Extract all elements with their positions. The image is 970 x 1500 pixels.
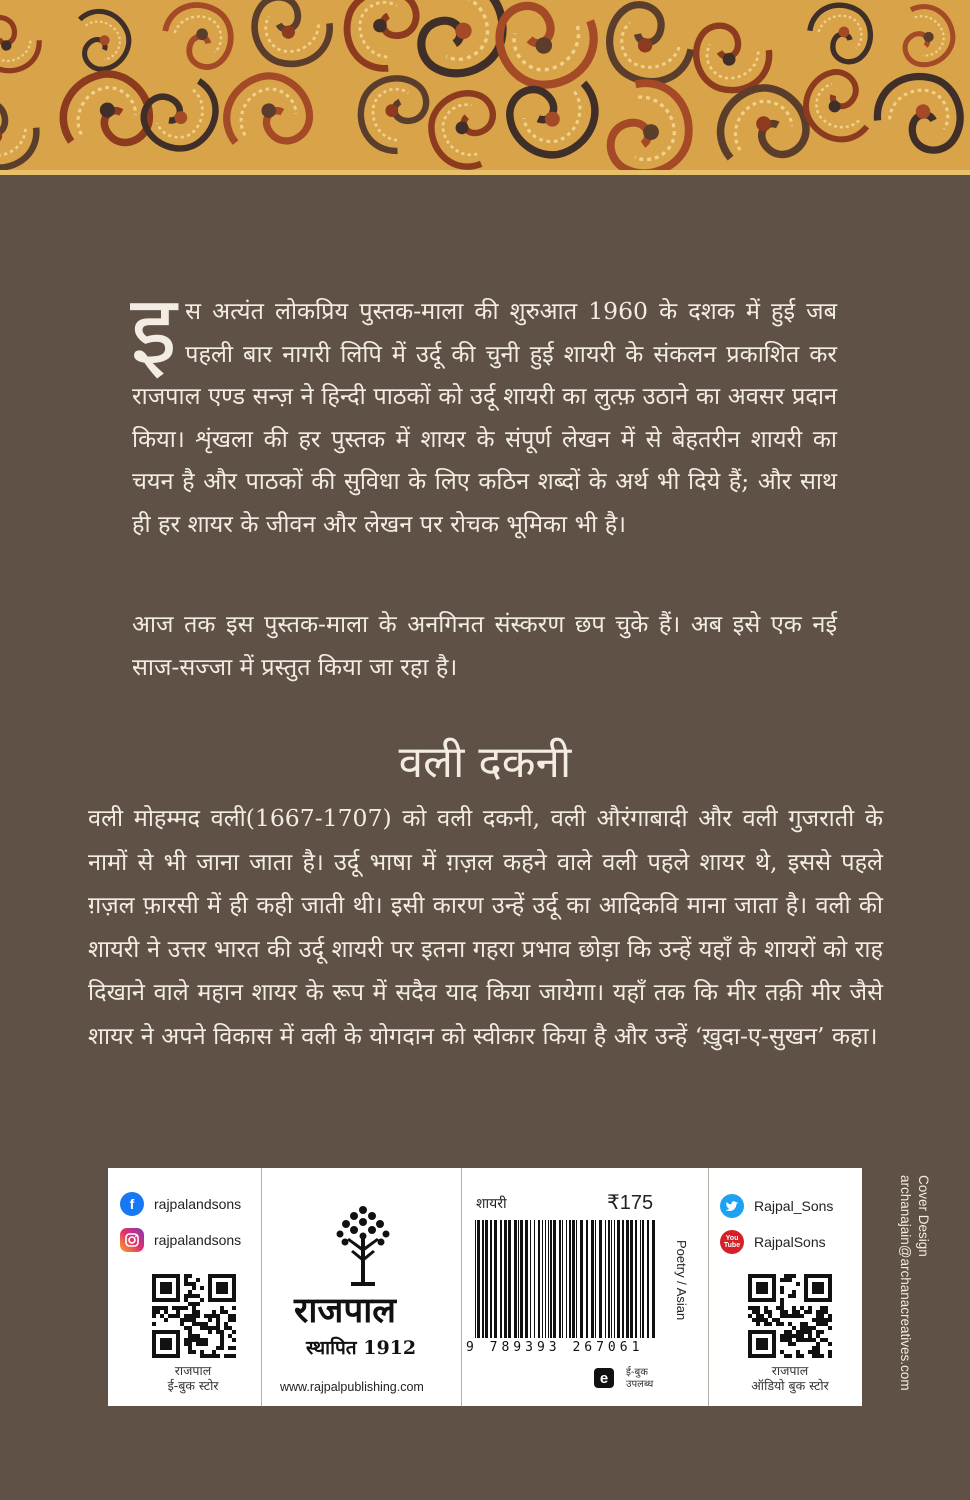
barcode-bar [525,1220,528,1338]
barcode-bar [622,1220,624,1338]
paisley-pattern-band [0,0,970,175]
barcode-bar [605,1220,606,1338]
barcode-bar [626,1220,629,1338]
cover-design-label: Cover Design [916,1175,931,1257]
barcode-bar [640,1220,641,1338]
youtube-badge-bottom: Tube [723,1242,741,1249]
twitter-bird-icon [720,1194,744,1218]
barcode-bar [647,1220,649,1338]
barcode-bar [490,1220,492,1338]
publisher-logo-text: राजपाल [294,1291,397,1331]
book-category-label: Poetry / Asian [674,1240,689,1321]
publisher-info-panel [108,1168,862,1406]
panel-divider [461,1168,462,1406]
barcode-bar [572,1220,575,1338]
barcode-bar [520,1220,523,1338]
barcode-bar [652,1220,655,1338]
barcode-bar [562,1220,563,1338]
youtube-handle: RajpalSons [754,1234,826,1250]
barcode-bar [599,1220,602,1338]
barcode-bar [614,1220,615,1338]
publisher-website-link[interactable]: www.rajpalpublishing.com [280,1380,424,1394]
barcode-bar [542,1220,543,1338]
barcode-bar [538,1220,540,1338]
barcode-bar [518,1220,519,1338]
barcode-bar [514,1220,517,1338]
poet-biography: वली मोहम्मद वली(1667-1707) को वली दकनी, वली औरंगाबादी और वली गुजराती के नामों से भी जाना जाता है। उर्दू भाषा में ग़ज़ल कहने वाले वली पहले शायर थे, इससे पहले ग़ज़ल फ़ारसी में ही कही जाती थी। इसी कारण उन्हें उर्दू का आदिकवि माना जाता है। वली की शायरी ने उत्तर भारत की उर्दू शायरी पर इतना गहरा प्रभाव छोड़ा कि उन्हें यहाँ के शायरों को राह दिखाने वाले महान शायर के रूप में सदैव याद किया जायेगा। यहाँ तक कि मीर तक़ी मीर जैसे शायर ने अपने विकास में वली के योगदान को स्वीकार किया है और उन्हें ‘ख़ुदा-ए-सुखन’ कहा। [88,804,883,1050]
ebook-available-icon: e [594,1368,614,1388]
barcode-bar [630,1220,633,1338]
series-intro-text: स अत्यंत लोकप्रिय पुस्तक-माला की शुरुआत 1960 के दशक में हुई जब पहली बार नागरी लिपि में उर्दू की चुनी हुई शायरी के संकलन प्रकाशित कर राजपाल एण्ड सन्ज़ ने हिन्दी पाठकों को उर्दू शायरी का लुत्फ़ उठाने का अवसर प्रदान किया। शृंखला की हर पुस्तक में शायर के संपूर्ण लेखन में से बेहतरीन शायरी का चयन है और पाठकों की सुविधा के लिए कठिन शब्दों के अर्थ भी दिये हैं; और साथ ही हर शायर के जीवन और लेखन पर रोचक भूमिका भी है। [132,297,837,538]
panel-divider [708,1168,709,1406]
ebook-store-qr-label [128,1363,258,1393]
barcode-bar [642,1220,644,1338]
barcode-bar [475,1220,476,1338]
publisher-established: स्थापित 1912 [306,1337,417,1359]
twitter-handle: Rajpal_Sons [754,1198,834,1214]
barcode-bar [500,1220,502,1338]
facebook-link[interactable] [120,1192,241,1216]
facebook-icon: f [120,1192,144,1216]
barcode-bar [504,1220,507,1338]
qr-label-line: राजपाल [771,1363,809,1378]
genre-label: शायरी [476,1195,507,1211]
twitter-link[interactable] [720,1194,833,1218]
barcode-bar [595,1220,596,1338]
barcode-bar [477,1220,480,1338]
barcode-bar [553,1220,556,1338]
qr-label-line: ऑडियो बुक स्टोर [751,1378,829,1393]
barcode-bar [508,1220,511,1338]
cover-design-credit [893,1175,933,1415]
barcode-bar [548,1220,549,1338]
audiobook-store-qr-label [720,1363,860,1393]
barcode-bar [530,1220,531,1338]
barcode-bar [580,1220,583,1338]
barcode-bar [559,1220,561,1338]
barcode-bar [608,1220,610,1338]
barcode-bar [566,1220,567,1338]
ebook-available-label [626,1367,653,1391]
barcode-bar [569,1220,571,1338]
isbn-barcode [471,1220,661,1338]
barcode-bar [576,1220,577,1338]
barcode-bar [485,1220,488,1338]
series-intro-paragraph [130,274,837,545]
qr-label-line: राजपाल [174,1363,212,1378]
dropcap-letter: इ [130,274,178,386]
ebook-label-line: उपलब्ध [626,1379,654,1390]
barcode-bar [494,1220,497,1338]
series-edition-paragraph: आज तक इस पुस्तक-माला के अनगिनत संस्करण छप चुके हैं। अब इसे एक नई साज-सज्जा में प्रस्तुत किया जा रहा है। [132,610,837,681]
barcode-bar [586,1220,588,1338]
ebook-store-qr-code[interactable] [152,1274,236,1358]
barcode-bar [534,1220,535,1338]
youtube-icon [720,1230,744,1254]
facebook-handle: rajpalandsons [154,1196,242,1212]
barcode-bar [611,1220,612,1338]
barcode-bar [635,1220,637,1338]
panel-divider [261,1168,262,1406]
instagram-icon [120,1228,144,1252]
youtube-badge-top: You [725,1235,739,1242]
tree-logo-icon [335,1202,391,1288]
barcode-bar [591,1220,594,1338]
qr-label-line: ई-बुक स्टोर [167,1378,219,1393]
cover-design-email: archanajain@archanacreatives.com [898,1175,913,1391]
instagram-link[interactable] [120,1228,241,1252]
barcode-bar [617,1220,620,1338]
paisley-pattern-image [0,0,970,170]
barcode-bar [482,1220,484,1338]
price-label: ₹175 [607,1192,654,1214]
isbn-number: 9 789393 267061 [466,1340,644,1355]
barcode-bar [550,1220,552,1338]
barcode-bar [545,1220,546,1338]
ebook-label-line: ई-बुक [626,1367,648,1378]
audiobook-store-qr-code[interactable] [748,1274,832,1358]
youtube-link[interactable] [720,1230,826,1254]
instagram-handle: rajpalandsons [154,1232,242,1248]
poet-name-heading: वली दकनी [398,737,572,788]
